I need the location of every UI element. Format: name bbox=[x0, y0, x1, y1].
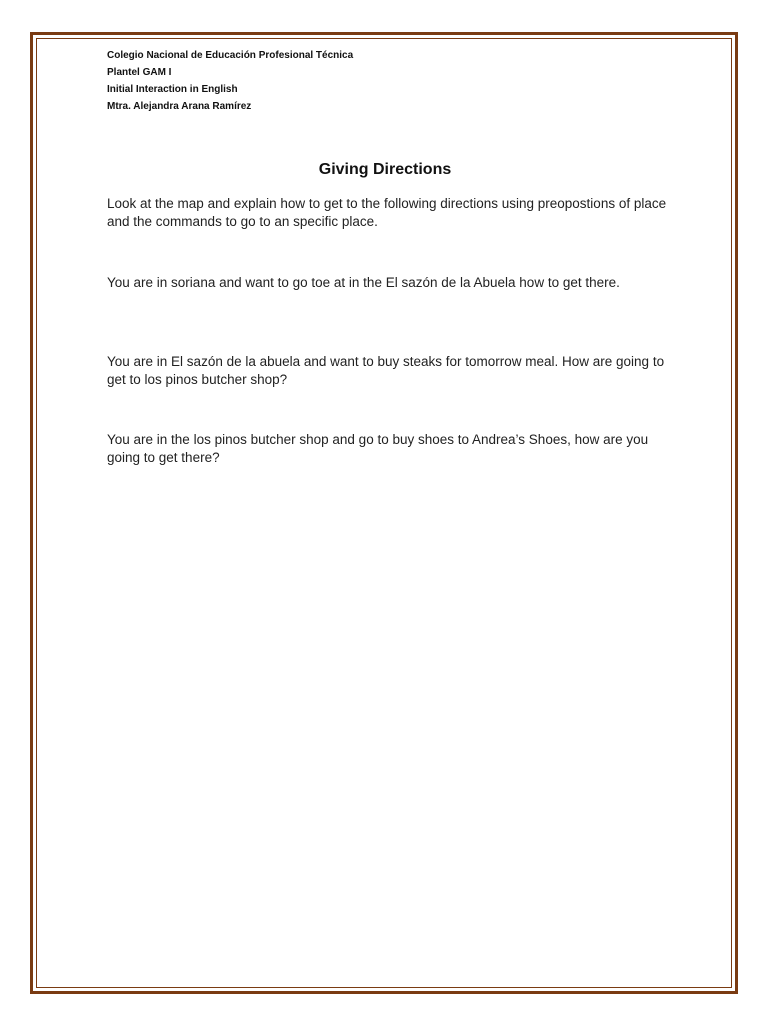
document-header bbox=[107, 47, 353, 115]
header-course: Initial Interaction in English bbox=[107, 84, 238, 95]
question-3: You are in the los pinos butcher shop and go to buy shoes to Andrea’s Shoes, how are you going to get there? bbox=[107, 432, 649, 465]
instructions-paragraph: Look at the map and explain how to get to the following directions using preopostions of place and the commands to go to an specific place. bbox=[107, 196, 667, 229]
page-border-inner bbox=[36, 38, 732, 988]
question-2: You are in El sazón de la abuela and want to buy steaks for tomorrow meal. How are going to get to los pinos butcher shop? bbox=[107, 354, 665, 387]
document-title: Giving Directions bbox=[318, 161, 452, 178]
question-1: You are in soriana and want to go toe at in the El sazón de la Abuela how to get there. bbox=[107, 275, 620, 290]
header-school-name: Colegio Nacional de Educación Profesional Técnica bbox=[107, 50, 354, 61]
header-teacher: Mtra. Alejandra Arana Ramírez bbox=[107, 101, 252, 112]
header-campus: Plantel GAM I bbox=[107, 67, 172, 78]
